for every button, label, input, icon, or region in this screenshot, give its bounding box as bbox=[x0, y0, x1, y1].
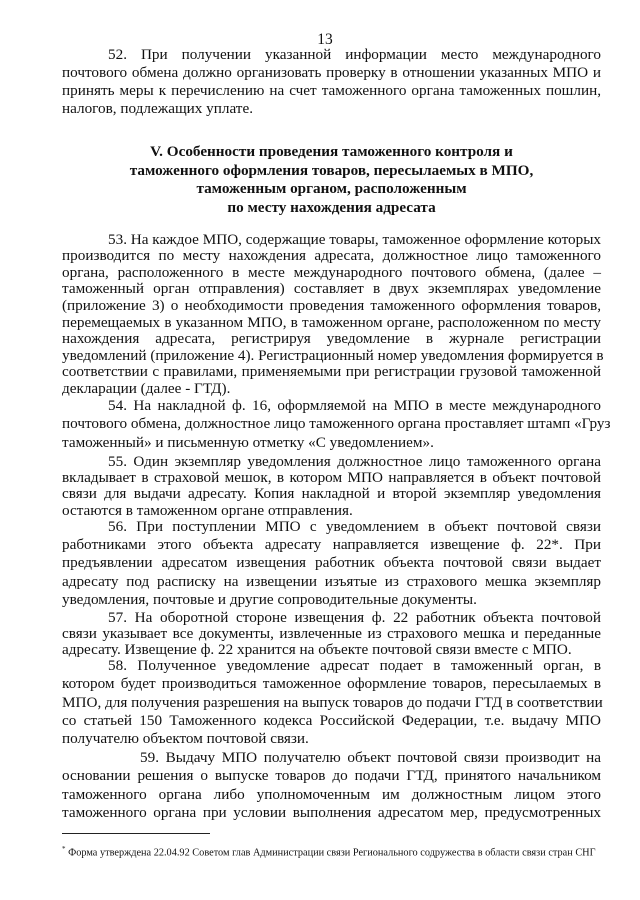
text-line: 57. На оборотной стороне извещения ф. 22 работник объекта почтовой bbox=[108, 608, 601, 626]
paragraph-54 bbox=[62, 396, 611, 453]
text-line: связи указывает все документы, извлеченные из страхового мешка и переданные bbox=[62, 625, 601, 643]
text-line: 58. Полученное уведомление адресат подает в таможенный орган, в bbox=[108, 656, 601, 674]
text-line: производится по месту нахождения адресата, должностное лицо таможенного bbox=[62, 247, 601, 265]
text-line: уведомления, почтовые и другие сопроводительные документы. bbox=[62, 590, 477, 608]
text-line: (приложение 3) о необходимости проведения таможенного оформления товаров, bbox=[62, 297, 601, 315]
text-line: котором будет производиться таможенное оформление товаров, пересылаемых в bbox=[62, 675, 601, 693]
text-line: 54. На накладной ф. 16, оформляемой на МПО в месте международного bbox=[108, 396, 601, 414]
text-line: перемещаемых в указанном МПО, в таможенном органе, расположенном по месту bbox=[62, 313, 601, 331]
text-line: уведомлений (приложение 4). Регистрационный номер уведомления формируется в bbox=[62, 346, 604, 364]
heading-line: по месту нахождения адресата bbox=[227, 198, 436, 216]
text-line: принять меры к перечислению на счет таможенного органа таможенных пошлин, bbox=[62, 82, 601, 99]
text-line: органа, расположенного в месте международного почтового обмена, (далее – bbox=[62, 263, 601, 281]
footnote bbox=[62, 842, 601, 860]
text-line: со статьей 150 Таможенного кодекса Российской Федерации, т.е. выдачу МПО bbox=[62, 712, 601, 730]
text-line: адресату. Извещение ф. 22 хранится на объекте почтовой связи вместе с МПО. bbox=[62, 641, 572, 659]
text-line: налогов, подлежащих уплате. bbox=[62, 100, 253, 117]
text-line: соответствии с правилами, применяемыми при регистрации грузовой таможенной bbox=[62, 363, 601, 381]
section-heading bbox=[62, 143, 601, 217]
footnote-divider bbox=[62, 833, 210, 834]
text-line: основании решения о выпуске товаров до подачи ГТД, принятого начальником bbox=[62, 767, 601, 785]
text-line: 55. Один экземпляр уведомления должностное лицо таможенного органа bbox=[108, 452, 601, 470]
text-line: связи для выдачи адресату. Копия накладной и второй экземпляр уведомления bbox=[62, 485, 601, 503]
text-line: почтового обмена, должностное лицо таможенного органа проставляет штамп «Груз bbox=[62, 415, 611, 433]
text-line: вкладывает в страховой мешок, в котором МПО направляется в объект почтовой bbox=[62, 469, 601, 487]
text-line: получателю объектом почтовой связи. bbox=[62, 730, 309, 748]
heading-line: таможенным органом, расположенным bbox=[196, 180, 467, 197]
text-line: 53. На каждое МПО, содержащие товары, таможенное оформление которых bbox=[108, 230, 601, 248]
heading-line: V. Особенности проведения таможенного контроля и bbox=[150, 143, 513, 160]
text-line: декларации (далее - ГТД). bbox=[62, 380, 231, 398]
text-line: остаются в таможенном органе отправления. bbox=[62, 501, 353, 519]
paragraph-57 bbox=[62, 610, 601, 659]
text-line: 59. Выдачу МПО получателю объект почтовой связи производит на bbox=[140, 748, 601, 766]
text-line: 56. При поступлении МПО с уведомлением в объект почтовой связи bbox=[108, 517, 601, 535]
text-line: нахождения адресата, регистрируя уведомление в журнале регистрации bbox=[62, 330, 601, 348]
paragraph-52 bbox=[62, 46, 601, 118]
text-line: таможенный» и письменную отметку «С уведомлением». bbox=[62, 433, 434, 451]
text-line: таможенного органа при условии выполнения адресатом мер, предусмотренных bbox=[62, 804, 601, 822]
footnote-marker: * bbox=[62, 845, 66, 853]
heading-line: таможенного оформления товаров, пересылаемых в МПО, bbox=[129, 161, 534, 179]
text-line: адресату под расписку на извещении изъятые из страхового мешка экземпляр bbox=[62, 572, 601, 590]
paragraph-56 bbox=[62, 518, 601, 609]
text-line: предъявлении адресатом извещения работник объекта почтовой связи выдает bbox=[62, 554, 601, 572]
paragraph-58 bbox=[62, 657, 601, 749]
page-number: 13 bbox=[317, 31, 333, 48]
text-line: МПО, для получения разрешения на выпуск товаров до подачи ГТД в соответствии bbox=[62, 693, 603, 711]
text-line: работниками этого объекта адресату направляется извещение ф. 22*. При bbox=[62, 536, 601, 554]
text-line: таможенного органа либо уполномоченным им должностным лицом этого bbox=[62, 785, 601, 803]
footnote-text: Форма утверждена 22.04.92 Советом глав Администрации связи Регионального содружества в области связи стран СНГ bbox=[68, 847, 596, 859]
text-line: таможенный орган отправления) составляет в двух экземплярах уведомление bbox=[62, 280, 601, 298]
paragraph-59 bbox=[62, 749, 601, 823]
paragraph-53 bbox=[62, 230, 604, 398]
text-line: почтового обмена должно организовать проверку в отношении указанных МПО и bbox=[62, 64, 601, 81]
text-line: 52. При получении указанной информации место международного bbox=[108, 46, 601, 63]
paragraph-55 bbox=[62, 454, 601, 519]
